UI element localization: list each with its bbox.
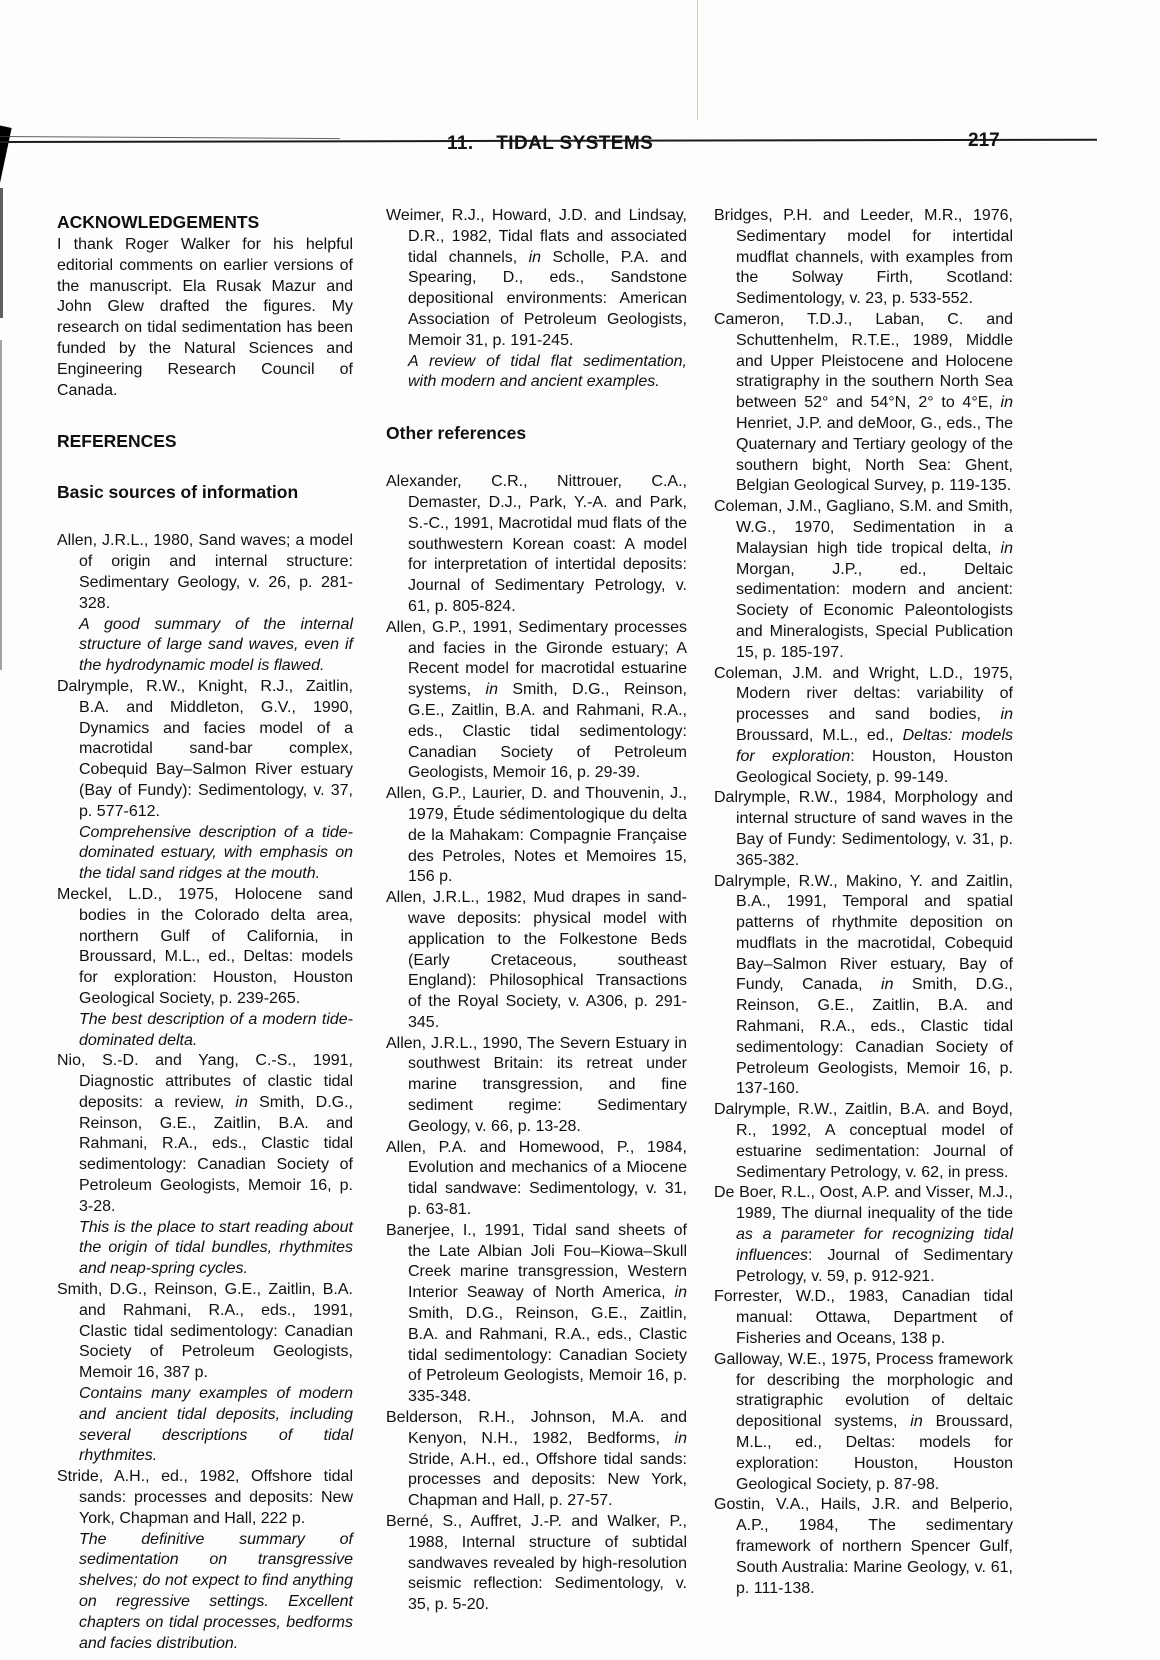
reference-entry: Gostin, V.A., Hails, J.R. and Belperio, A.P., 1984, The sedimentary framework of northern Spencer Gulf, South Australia: Marine Geology, v. 61, p. 111-138. <box>714 1496 1013 1597</box>
reference-entry: Dalrymple, R.W., Makino, Y. and Zaitlin, B.A., 1991, Temporal and spatial patterns of rhythmite deposition on mudflats in the macrotidal, Cobequid Bay–Salmon River estuary, Bay of Fundy, Canada, in Smith, D.G., Reinson, G.E., Zaitlin, B.A. and Rahmani, R.A., eds., Clastic tidal sedimentology: Canadian Society of Petroleum Geologists, Memoir 16, p. 137-160. <box>714 872 1013 1098</box>
subsection-heading: Basic sources of information <box>57 482 299 503</box>
page-number: 217 <box>968 130 1000 151</box>
reference-entry: Allen, J.R.L., 1990, The Severn Estuary in southwest Britain: its retreat under marine transgression, and fine sediment regime: Sedimentary Geology, v. 66, p. 13-28. <box>386 1034 687 1135</box>
reference-entry: Dalrymple, R.W., Zaitlin, B.A. and Boyd, R., 1992, A conceptual model of estuarine sedimentation: Journal of Sedimentary Petrology, v. 62, in press. <box>714 1101 1013 1181</box>
column-left <box>57 212 353 1654</box>
reference-entry: Allen, J.R.L., 1980, Sand waves; a model of origin and internal structure: Sedimentary Geology, v. 26, p. 281-328. <box>57 532 353 612</box>
reference-entry: Coleman, J.M. and Wright, L.D., 1975, Modern river deltas: variability of processes and sand bodies, in Broussard, M.L., ed., Deltas: models for exploration: Houston, Houston Geological Society, p. 99-149. <box>714 664 1014 786</box>
reference-entry: De Boer, R.L., Oost, A.P. and Visser, M.J., 1989, The diurnal inequality of the tide as a parameter for recognizing tidal influences: Journal of Sedimentary Petrology, v. 59, p. 912-921. <box>714 1184 1013 1285</box>
paragraph: I thank Roger Walker for his helpful editorial comments on earlier versions of the manuscript. Ela Rusak Mazur and John Glew drafted the figures. My research on tidal sedimentation has been funded by the Natural Sciences and Engineering Research Council of Canada. <box>57 236 353 399</box>
reference-entry: Forrester, W.D., 1983, Canadian tidal manual: Ottawa, Department of Fisheries and Oceans, 138 p. <box>714 1288 1013 1348</box>
reference-annotation: The best description of a modern tide-dominated delta. <box>79 1010 353 1049</box>
column-right <box>714 206 1013 1599</box>
running-head-chapter-title: 11. TIDAL SYSTEMS <box>447 133 654 154</box>
reference-entry: Nio, S.-D. and Yang, C.-S., 1991, Diagnostic attributes of clastic tidal deposits: a review, in Smith, D.G., Reinson, G.E., Zaitlin, B.A. and Rahmani, R.A., eds., Clastic tidal sedimentology: Canadian Society of Petroleum Geologists, Memoir 16, p. 3-28. <box>57 1052 353 1215</box>
subsection-heading: Other references <box>386 423 527 444</box>
scan-crease-artifact <box>697 0 698 120</box>
section-heading: ACKNOWLEDGEMENTS <box>57 212 260 232</box>
reference-entry: Weimer, R.J., Howard, J.D. and Lindsay, D.R., 1982, Tidal flats and associated tidal channels, in Scholle, P.A. and Spearing, D., eds., Sandstone depositional environments: American Association of Petroleum Geologists, Memoir 31, p. 191-245. <box>386 207 687 349</box>
scan-edge-artifact <box>0 188 3 318</box>
reference-entry: Smith, D.G., Reinson, G.E., Zaitlin, B.A. and Rahmani, R.A., eds., 1991, Clastic tidal sedimentology: Canadian Society of Petroleum Geologists, Memoir 16, 387 p. <box>57 1281 353 1382</box>
reference-entry: Stride, A.H., ed., 1982, Offshore tidal sands: processes and deposits: New York, Chapman and Hall, 222 p. <box>57 1468 353 1527</box>
reference-entry: Allen, G.P., 1991, Sedimentary processes and facies in the Gironde estuary; A Recent model for macrotidal estuarine systems, in Smith, D.G., Reinson, G.E., Zaitlin, B.A. and Rahmani, R.A., eds., Clastic tidal sedimentology: Canadian Society of Petroleum Geologists, Memoir 16, p. 29-39. <box>386 618 687 782</box>
reference-entry: Coleman, J.M., Gagliano, S.M. and Smith, W.G., 1970, Sedimentation in a Malaysian high tide tropical delta, in Morgan, J.P., ed., Deltaic sedimentation: modern and ancient: Society of Economic Paleontologists and Mineralogists, Special Publication 15, p. 185-197. <box>714 498 1013 661</box>
header-rule-fragment <box>0 136 340 139</box>
scan-edge-artifact <box>0 340 2 670</box>
reference-entry: Alexander, C.R., Nittrouer, C.A., Demaster, D.J., Park, Y.-A. and Park, S.-C., 1991, Macrotidal mud flats of the southwestern Korean coast: A model for interpretation of intertidal deposits: Journal of Sedimentary Petrology, v. 61, p. 805-824. <box>386 473 687 615</box>
reference-entry: Banerjee, I., 1991, Tidal sand sheets of the Late Albian Joli Fou–Kiowa–Skull Creek marine transgression, Western Interior Seaway of North America, in Smith, D.G., Reinson, G.E., Zaitlin, B.A. and Rahmani, R.A., eds., Clastic tidal sedimentology: Canadian Society of Petroleum Geologists, Memoir 16, p. 335-348. <box>386 1221 687 1406</box>
reference-annotation: The definitive summary of sedimentation on transgressive shelves; do not expect to find anything on regressive settings. Excellent chapters on tidal processes, bedforms and facies distribution. <box>79 1530 353 1652</box>
reference-annotation: Comprehensive description of a tide-dominated estuary, with emphasis on the tidal sand ridges at the mouth. <box>79 823 353 883</box>
reference-annotation: This is the place to start reading about the origin of tidal bundles, rhythmites and neap-spring cycles. <box>79 1218 353 1278</box>
reference-entry: Allen, G.P., Laurier, D. and Thouvenin, J., 1979, Étude sédimentologique du delta de la Mahakam: Compagnie Française des Petroles, Notes et Memoires 15, 156 p. <box>386 785 687 886</box>
reference-entry: Dalrymple, R.W., 1984, Morphology and internal structure of sand waves in the Bay of Fundy: Sedimentology, v. 31, p. 365-382. <box>714 789 1013 869</box>
reference-annotation: A good summary of the internal structure of large sand waves, even if the hydrodynamic model is flawed. <box>79 615 353 675</box>
reference-entry: Bridges, P.H. and Leeder, M.R., 1976, Sedimentary model for intertidal mudflat channels, with examples from the Solway Firth, Scotland: Sedimentology, v. 23, p. 533-552. <box>714 207 1013 308</box>
scan-edge-artifact <box>0 125 12 182</box>
reference-entry: Belderson, R.H., Johnson, M.A. and Kenyon, N.H., 1982, Bedforms, in Stride, A.H., ed., Offshore tidal sands: processes and deposits: New York, Chapman and Hall, p. 27-57. <box>386 1409 687 1510</box>
reference-entry: Dalrymple, R.W., Knight, R.J., Zaitlin, B.A. and Middleton, G.V., 1990, Dynamics and facies model of a macrotidal sand-bar complex, Cobequid Bay–Salmon River estuary (Bay of Fundy): Sedimentology, v. 37, p. 577-612. <box>57 677 353 820</box>
reference-annotation: A review of tidal flat sedimentation, with modern and ancient examples. <box>408 352 687 391</box>
reference-entry: Cameron, T.D.J., Laban, C. and Schuttenhelm, R.T.E., 1989, Middle and Upper Pleistocene and Holocene stratigraphy in the southern North Sea between 52° and 54°N, 2° to 4°E, in Henriet, J.P. and deMoor, G., eds., The Quaternary and Tertiary geology of the southern bight, North Sea: Ghent, Belgian Geological Survey, p. 119-135. <box>714 310 1013 495</box>
reference-annotation: Contains many examples of modern and ancient tidal deposits, including several descriptions of tidal rhythmites. <box>79 1385 353 1465</box>
reference-entry: Meckel, L.D., 1975, Holocene sand bodies in the Colorado delta area, northern Gulf of California, in Broussard, M.L., ed., Deltas: models for exploration: Houston, Houston Geological Society, p. 239-265. <box>57 885 353 1007</box>
column-middle <box>386 206 687 1616</box>
reference-entry: Galloway, W.E., 1975, Process framework for describing the morphologic and stratigraphic evolution of deltaic depositional systems, in Broussard, M.L., ed., Deltas: models for exploration: Houston, Houston Geological Society, p. 87-98. <box>714 1350 1014 1493</box>
reference-entry: Allen, J.R.L., 1982, Mud drapes in sand-wave deposits: physical model with application to the Folkestone Beds (Early Cretaceous, southeast England): Philosophical Transactions of the Royal Society, v. A306, p. 291-345. <box>386 889 687 1031</box>
reference-entry: Berné, S., Auffret, J.-P. and Walker, P., 1988, Internal structure of subtidal sandwaves revealed by high-resolution seismic reflection: Sedimentology, v. 35, p. 5-20. <box>386 1513 687 1614</box>
section-heading: REFERENCES <box>57 431 177 452</box>
reference-entry: Allen, P.A. and Homewood, P., 1984, Evolution and mechanics of a Miocene tidal sandwave: Sedimentology, v. 31, p. 63-81. <box>386 1138 687 1219</box>
